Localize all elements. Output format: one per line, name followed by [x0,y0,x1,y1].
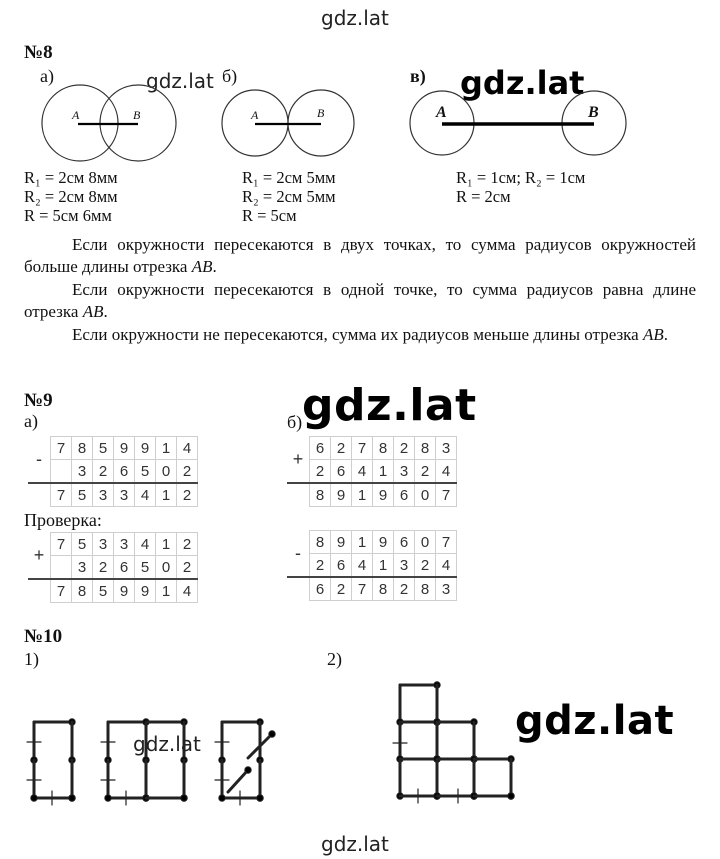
operand-digit: 2 [310,460,331,484]
operation-sign [287,577,310,601]
operand-digit: 4 [352,460,373,484]
operand-digit: 3 [394,460,415,484]
operand-digit: 7 [51,437,72,460]
result-digit: 1 [156,483,177,507]
fig-a-radii [24,168,118,225]
task8-paragraph-1: Если окружности пересекаются в двух точках, то сумма радиусов окружностей больше длины отрезка AB. [24,235,696,276]
operand-digit: 4 [352,554,373,578]
fig-a-r2: R₂ = 2см 8мм [24,187,118,206]
operand-digit: 1 [373,460,394,484]
operation-sign [287,483,310,507]
operand-digit: 2 [415,554,436,578]
result-digit: 5 [72,483,93,507]
result-digit: 3 [436,577,457,601]
fig-a-r: R = 5см 6мм [24,206,112,225]
operand-digit: 3 [436,437,457,460]
fig-b-point-b: B [317,106,325,120]
fig-c-r12: R₁ = 1см; R₂ = 1см [456,168,586,187]
operand-digit: 3 [394,554,415,578]
task8-paragraph-3: Если окружности не пересекаются, сумма их радиусов меньше длины отрезка AB. [72,325,668,344]
operand-digit: 1 [156,533,177,556]
operation-sign [28,483,51,507]
fig-a-r1: R₁ = 2см 8мм [24,168,118,187]
fig-b-r1: R₁ = 2см 5мм [242,168,336,187]
task10-label-2: 2) [327,649,342,669]
operand-digit: 2 [177,460,198,484]
matchstick-head [245,767,251,773]
diagonal-matchstick [228,770,248,792]
operand-digit: 8 [310,531,331,554]
operand-digit: 3 [72,460,93,484]
fig-b-point-a: A [251,108,259,122]
operand-digit: 3 [72,556,93,580]
operand-digit: 5 [135,460,156,484]
operand-digit: 5 [135,556,156,580]
operand-digit: 1 [156,437,177,460]
operand-digit: 6 [331,554,352,578]
result-digit: 8 [373,577,394,601]
watermark-n10-big: gdz.lat [515,698,675,744]
operand-digit: 0 [156,460,177,484]
operand-digit: 9 [331,531,352,554]
operand-digit: 6 [310,437,331,460]
fig-c-point-a: A [436,104,447,121]
watermark-n8-small: gdz.lat [146,69,214,93]
operand-digit: 4 [436,554,457,578]
operand-digit: 4 [177,437,198,460]
matchstick-head [257,795,263,801]
fig-c-r: R = 2см [456,187,511,206]
task9-check-label: Проверка: [24,510,102,530]
operand-digit: 6 [114,556,135,580]
operand-digit: 8 [415,437,436,460]
matchstick-figures [27,682,514,805]
operand-digit: 6 [394,531,415,554]
result-digit: 7 [51,579,72,603]
arithmetic-grid [287,530,457,601]
fig-b-r: R = 5см [242,206,297,225]
operand-digit: 4 [436,460,457,484]
operand-digit: 4 [135,533,156,556]
result-digit: 9 [135,579,156,603]
matchstick-head [269,731,275,737]
arithmetic-grid [28,436,198,507]
result-digit: 9 [331,483,352,507]
operand-digit [51,460,72,484]
operand-digit: 1 [352,531,373,554]
operand-digit: 2 [331,437,352,460]
operation-sign: + [292,448,304,469]
operand-digit: 9 [373,531,394,554]
matchstick-head [219,795,225,801]
operand-digit: 2 [415,460,436,484]
result-digit: 3 [93,483,114,507]
result-digit: 1 [352,483,373,507]
matchstick-head [31,795,37,801]
result-digit: 2 [394,577,415,601]
operand-digit: 6 [331,460,352,484]
task9-label-b: б) [287,412,303,432]
task8-label-b: б) [222,66,238,86]
fig-c-radii [456,168,585,206]
task9-number: №9 [24,390,53,411]
operand-digit [51,556,72,580]
operand-digit: 3 [114,533,135,556]
result-digit: 8 [310,483,331,507]
operand-digit: 7 [51,533,72,556]
fig-a-point-a: A [72,108,80,122]
result-digit: 2 [331,577,352,601]
task9-label-a: а) [24,411,38,431]
result-digit: 6 [310,577,331,601]
task8-label-a: а) [40,66,54,86]
result-digit: 6 [394,483,415,507]
result-digit: 2 [177,483,198,507]
operand-digit: 1 [373,554,394,578]
watermark-n9-big: gdz.lat [302,380,477,431]
arithmetic-grid [287,436,457,507]
operand-digit: 9 [114,437,135,460]
task8-number: №8 [24,42,53,63]
operand-digit: 7 [436,531,457,554]
figure-a-intersecting-circles [42,85,176,161]
operand-digit: 2 [93,460,114,484]
operand-digit: 0 [415,531,436,554]
result-digit: 7 [436,483,457,507]
fig-b-radii [242,168,336,225]
operand-digit: 9 [135,437,156,460]
figure-b-touching-circles [222,90,354,156]
task10-number: №10 [24,626,63,647]
operation-sign [28,579,51,603]
result-digit: 7 [51,483,72,507]
result-digit: 8 [72,579,93,603]
fig-b-r2: R₂ = 2см 5мм [242,187,336,206]
result-digit: 4 [135,483,156,507]
operand-digit: 8 [373,437,394,460]
fig-a-point-b: B [133,108,141,122]
operation-sign: - [36,448,42,469]
result-digit: 8 [415,577,436,601]
task8-paragraph-2: Если окружности пересекаются в одной точке, то сумма радиусов равна длине отрезка AB. [24,280,696,321]
task8-label-c: в) [410,66,426,86]
operand-digit: 2 [177,533,198,556]
arithmetic-grid [28,532,198,603]
task10-label-1: 1) [24,649,39,669]
operand-digit: 0 [156,556,177,580]
fig-c-point-b: B [588,104,599,121]
result-digit: 5 [93,579,114,603]
operand-digit: 7 [352,437,373,460]
operand-digit: 5 [72,533,93,556]
result-digit: 4 [177,579,198,603]
matchstick-head [181,795,187,801]
operation-sign: + [33,544,45,565]
matchstick-head [105,795,111,801]
watermark-bottom: gdz.lat [321,832,389,856]
matchstick-head [508,793,514,799]
matchstick-head [69,795,75,801]
operand-digit: 5 [93,437,114,460]
operand-digit: 2 [394,437,415,460]
figure-c-separate-circles [410,91,626,155]
result-digit: 1 [156,579,177,603]
watermark-n8-big: gdz.lat [460,64,585,102]
operand-digit: 2 [93,556,114,580]
result-digit: 3 [114,483,135,507]
result-digit: 9 [373,483,394,507]
watermark-n10-small: gdz.lat [133,732,201,756]
result-digit: 0 [415,483,436,507]
watermark-top: gdz.lat [321,6,389,30]
result-digit: 7 [352,577,373,601]
operand-digit: 6 [114,460,135,484]
operation-sign: - [295,542,301,563]
operand-digit: 8 [72,437,93,460]
operand-digit: 2 [310,554,331,578]
operand-digit: 2 [177,556,198,580]
operand-digit: 3 [93,533,114,556]
result-digit: 9 [114,579,135,603]
